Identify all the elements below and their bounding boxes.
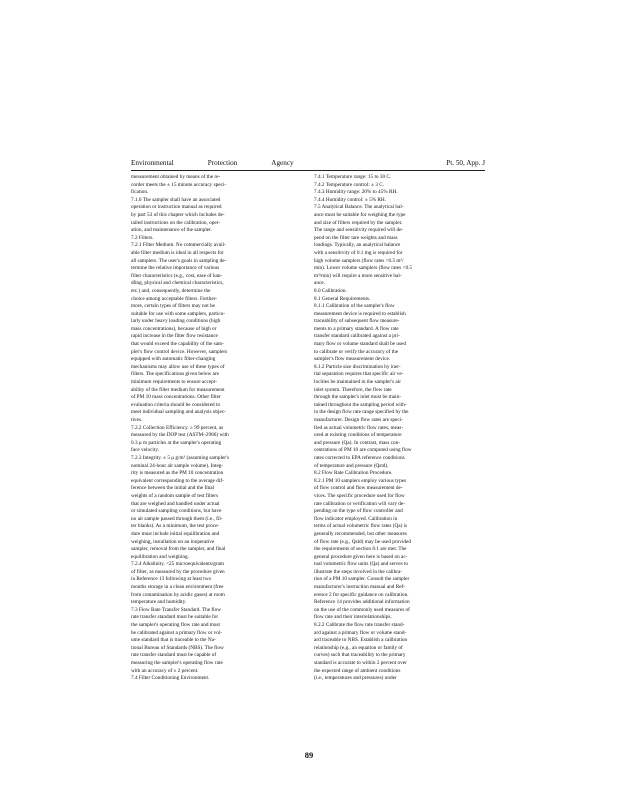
text-line: erence 2 for specific guidance on calibration. (314, 591, 409, 598)
text-line: 8.1 General Requirements. (314, 295, 371, 302)
text-line: measuring the sampler's operating flow rate (131, 660, 223, 666)
text-line: dling, physical and chemical characteristics, (131, 280, 224, 287)
text-line: general procedure given here is based on ac- (314, 553, 408, 560)
header-rule (131, 170, 485, 171)
text-line: 7.4.4 Humidity control: ± 5% RH. (314, 196, 387, 203)
agency-word: Protection (207, 159, 238, 167)
text-line: 7.4.1 Temperature range: 15 to 30 C. (314, 174, 392, 180)
text-line: of temperature and pressure (Qstd). (314, 462, 389, 469)
text-line: 8.2 Flow Rate Calibration Procedure. (314, 470, 393, 477)
text-line: 8.1.2 Particle size discrimination by iner- (314, 363, 401, 370)
text-line: The range and sensitivity required will de- (314, 227, 404, 234)
text-line: rity is measured as the PM 10 concentration (131, 470, 224, 477)
text-line: measurement device is required to establish (314, 310, 406, 317)
text-line: measured by the DOP test (ASTM–2986) with (131, 432, 229, 439)
text-line: 7.2 Filters. (131, 234, 154, 241)
text-line: 7.2.4 Alkalinity. <25 microequivalents/gram (131, 561, 225, 568)
text-line: m³/min) will require a more sensitive bal- (314, 272, 402, 279)
text-line: mary flow or volume standard shall be used (314, 341, 406, 348)
header-citation: Pt. 50, App. J (446, 159, 485, 167)
text-line: pend on the filter tare weights and mass (314, 234, 398, 241)
text-line: manufacturer. Design flow rates are speci- (314, 417, 403, 423)
text-line: rate calibration or verification will vary de- (314, 500, 405, 507)
text-line: to calibrate or verify the accuracy of the (314, 348, 399, 355)
text-line: weighing, installation on an inoperative (131, 538, 215, 545)
text-line: equivalent corresponding to the average dif- (131, 477, 224, 484)
text-line: 7.4.3 Humidity range: 20% to 45% RH. (314, 189, 398, 196)
text-line: generally recommended, but other measures (314, 530, 407, 537)
text-line: ard traceable to NBS. Establish a calibration (314, 637, 408, 644)
text-line: tial separation requires that specific air ve- (314, 371, 404, 378)
text-line: ation, and maintenance of the sampler. (131, 227, 212, 234)
text-line: through the sampler's inlet must be main- (314, 394, 401, 401)
text-line: ard against a primary flow or volume stand- (314, 629, 407, 636)
text-line: (i.e., temperatures and pressures) under (314, 675, 397, 682)
text-line: mass concentrations), because of high or (131, 325, 217, 332)
text-line: transfer standard calibrated against a pri- (314, 333, 400, 340)
text-line: Reference 14 provides additional information (314, 599, 410, 606)
left-column (131, 174, 303, 683)
text-line: inlet system. Therefore, the flow rate (314, 386, 392, 393)
text-line: min). Lower volume samplers (flow rates <0.5 (314, 265, 413, 272)
text-line: no air sample passed through them (i.e., fil- (131, 515, 223, 522)
text-line: flow rate and their interrelationships. (314, 614, 392, 621)
text-line: 8.2.2 Calibrate the flow rate transfer stand- (314, 622, 405, 629)
running-header (131, 159, 485, 170)
text-line: tained throughout the sampling period with- (314, 401, 407, 408)
text-line: rapid increase in the filter flow resistance (131, 333, 218, 340)
text-line: with an accuracy of ± 2 percent. (131, 667, 199, 674)
text-line: the requirements of section 8.1 are met. The (314, 546, 407, 553)
text-line: of PM 10 mass concentrations. Other filter (131, 394, 221, 401)
text-line: 8.2.1 PM 10 samplers employ various types (314, 477, 407, 484)
text-line: nominal 24-hour air sample volume). Integ- (131, 462, 224, 469)
text-line: with a sensitivity of 0.1 mg is required for (314, 249, 403, 256)
text-line: from contamination by acidic gases) at room (131, 591, 225, 598)
text-line: curves) such that traceability to the primary (314, 652, 406, 659)
text-line: rate transfer standard must be suitable for (131, 614, 219, 621)
text-line: sampler's flow measurement device. (314, 356, 391, 363)
text-line: 7.1.6 The sampler shall have an associated (131, 196, 221, 203)
text-line: suitable for use with some samplers, particu- (131, 310, 226, 317)
text-line: be calibrated against a primary flow or vol- (131, 629, 223, 636)
text-line: tional Bureau of Standards (NBS). The flow (131, 644, 224, 651)
agency-word: Environmental (131, 159, 174, 167)
text-line: and pressure (Qa). In contrast, mass con- (314, 439, 401, 446)
text-line: by part 53 of this chapter which includes de- (131, 211, 225, 218)
text-line: high volume samplers (flow rates >0.5 m³/ (314, 257, 404, 264)
text-line: 7.2.3 Integrity. ± 5 μ g/m³ (assuming sampler's (131, 454, 229, 461)
text-line: 7.5 Analytical Balance. The analytical bal- (314, 204, 404, 211)
text-line: in Reference 13 following at least two (131, 576, 212, 583)
text-line: that would exceed the capability of the sam- (131, 341, 224, 348)
text-line: 0.3 μ m particles at the sampler's operating (131, 439, 222, 446)
text-line: traceability of subsequent flow measure- (314, 318, 400, 325)
text-line: standard is accurate to within 2 percent over (314, 660, 407, 666)
text-line: or simulated sampling conditions, but have (131, 508, 222, 515)
text-line: face velocity. (131, 447, 159, 454)
text-line: ter blanks). As a minimum, the test proce- (131, 523, 220, 530)
text-line: sampler, removal from the sampler, and final (131, 546, 226, 553)
text-line: equilibration and weighing. (131, 553, 189, 560)
text-line: tion of a PM 10 sampler. Consult the sampler (314, 576, 410, 583)
text-line: ance must be suitable for weighing the type (314, 211, 406, 218)
text-line: illustrate the steps involved in the calibra- (314, 568, 403, 575)
text-line: etc.) and, consequently, determine the (131, 287, 211, 294)
text-line: filter characteristics (e.g., cost, ease of han- (131, 272, 223, 279)
text-line: ume standard that is traceable to the Na- (131, 637, 216, 644)
text-line: evaluation criteria should be considered to (131, 401, 221, 408)
text-line: and size of filters required by the sampler. (314, 219, 403, 226)
text-line: of filter, as measured by the procedure given (131, 568, 225, 575)
text-line: operation or instruction manual as required (131, 204, 222, 211)
text-line: on the use of the commonly used measures of (314, 606, 410, 613)
text-line: 8.0 Calibration. (314, 287, 347, 294)
text-line: rate transfer standard must be capable of (131, 652, 217, 659)
text-line: that are weighed and handled under actual (131, 500, 220, 507)
text-line: in the design flow rate range specified by the (314, 409, 409, 416)
text-line: fication. (131, 189, 149, 196)
text-line: pler's flow control device. However, samplers (131, 348, 228, 355)
text-line: all samplers. The user's goals in sampling de- (131, 257, 227, 264)
text-line: the sampler's operating flow rate and must (131, 622, 221, 629)
text-line: larly under heavy loading conditions (high (131, 318, 221, 325)
text-line: weights of a random sample of test filters (131, 492, 219, 499)
text-line: months storage in a clean environment (free (131, 584, 224, 591)
text-line: ments to a primary standard. A flow rate (314, 325, 399, 332)
text-line: vices. The specific procedure used for flow (314, 492, 405, 499)
text-line: of flow rate (e.g., Qstd) may be used provided (314, 538, 411, 545)
text-line: able filter medium is ideal in all respects for (131, 249, 224, 256)
text-line: temperature and humidity. (131, 599, 187, 606)
text-line: termine the relative importance of various (131, 265, 220, 272)
text-line: ference between the initial and the final (131, 485, 215, 492)
text-line: loadings. Typically, an analytical balance (314, 242, 401, 249)
agency-word: Agency (271, 159, 294, 167)
text-line: locities be maintained in the sampler's air (314, 379, 401, 386)
page-number: 89 (304, 750, 314, 760)
text-line: more, certain types of filters may not be (131, 303, 215, 310)
text-line: flow indicator employed. Calibration in (314, 515, 398, 522)
text-line: ured at existing conditions of temperature (314, 432, 402, 439)
text-line: 7.4.2 Temperature control: ± 3 C. (314, 181, 385, 188)
text-line: tives. (131, 417, 143, 423)
text-line: corder meets the ± 15 minute accuracy speci- (131, 181, 227, 188)
agency-name (131, 159, 294, 167)
text-line: manufacturer's instruction manual and Ref- (314, 584, 406, 591)
text-line: the expected range of ambient conditions (314, 667, 401, 674)
text-line: ance. (314, 280, 325, 287)
text-line: 7.2.2 Collection Efficiency. ≥ 99 percent, as (131, 424, 224, 431)
text-line: 8.1.1 Calibration of the sampler's flow (314, 303, 395, 310)
text-line: filters. The specifications given below are (131, 371, 219, 378)
text-line: terms of actual volumetric flow rates (Qa) is (314, 523, 408, 530)
text-line: minimum requirements to ensure accept- (131, 379, 218, 386)
text-line: pending on the type of flow controller and (314, 508, 403, 515)
text-line: measurement obtained by means of the re- (131, 174, 221, 180)
text-line: dure must include initial equilibration and (131, 530, 220, 537)
text-line: of flow control and flow measurement de- (314, 485, 403, 492)
text-line: rates corrected to EPA reference conditions (314, 454, 405, 461)
text-line: mechanisms may allow use of these types of (131, 363, 225, 370)
text-line: relationship (e.g., an equation or family of (314, 644, 403, 651)
text-line: tailed instructions on the calibration, oper- (131, 219, 221, 226)
text-line: 7.4 Filter Conditioning Environment. (131, 675, 210, 682)
text-line: 7.3 Flow Rate Transfer Standard. The flow (131, 606, 222, 613)
text-line: 7.2.1 Filter Medium. No commercially avail- (131, 242, 226, 249)
text-line: tual volumetric flow units (Qa) and serves to (314, 561, 409, 568)
text-line: ability of the filter medium for measurement (131, 386, 225, 393)
text-line: meet individual sampling and analysis objec- (131, 409, 226, 416)
text-line: equipped with automatic filter-changing (131, 356, 216, 363)
right-column (314, 174, 486, 683)
text-line: centrations of PM 10 are computed using flow (314, 447, 412, 454)
text-line: fied as actual volumetric flow rates, meas- (314, 424, 404, 431)
text-line: choice among acceptable filters. Further- (131, 295, 218, 302)
